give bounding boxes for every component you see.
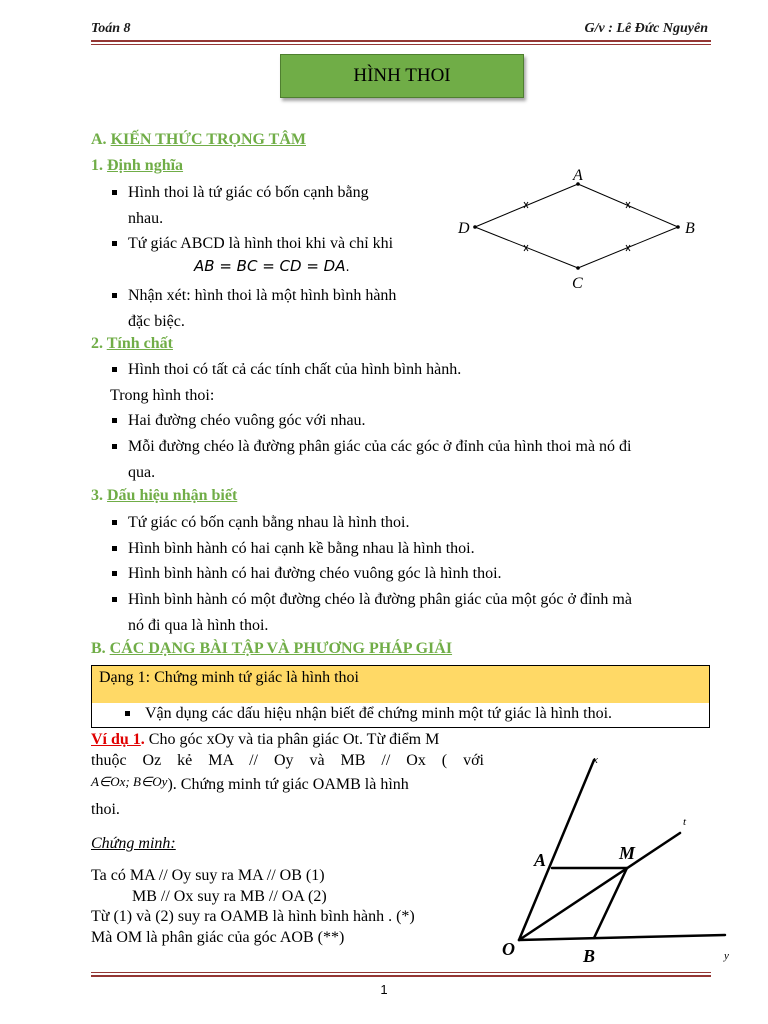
angle-bisector-figure [490, 745, 740, 975]
definition-heading [91, 157, 183, 175]
section-a-heading [91, 131, 306, 149]
rhombus-figure [450, 160, 710, 295]
signs-bullet-3 [128, 561, 502, 587]
definition-bullet-2-text: Tứ giác ABCD là hình thoi khi và chỉ khi [128, 235, 394, 252]
definition-math-expr: AB = BC = CD = DA [194, 257, 346, 275]
properties-label: Tính chất [106, 335, 173, 352]
properties-bullet-3-line-b: qua. [128, 464, 156, 481]
proof-line-2: MB // Ox suy ra MB // OA (2) [132, 888, 327, 905]
dang-1-method-text: Vận dụng các dấu hiệu nhận biết để chứng minh một tứ giác là hình thoi. [145, 705, 613, 722]
tick-marks [524, 202, 630, 251]
signs-bullet-4-line-b: nó đi qua là hình thoi. [128, 617, 269, 634]
bullet-square-icon [112, 444, 117, 449]
dang-1-method-row [91, 703, 710, 728]
signs-bullet-2-text: Hình bình hành có hai cạnh kề bằng nhau là hình thoi. [128, 540, 475, 557]
signs-bullet-1-text: Tứ giác có bốn cạnh bằng nhau là hình thoi. [128, 514, 410, 531]
rhombus-label-a: A [573, 167, 583, 184]
rhombus-label-b: B [685, 220, 695, 237]
section-b-label: CÁC DẠNG BÀI TẬP VÀ PHƯƠNG PHÁP GIẢI [109, 640, 453, 657]
label-y: y [724, 950, 729, 962]
bullet-square-icon [112, 190, 117, 195]
properties-bullet-3 [128, 434, 711, 460]
example-line-2: thuộc Oz kẻ MA // Oy và MB // Ox ( với [91, 752, 484, 769]
label-t: t [683, 816, 687, 828]
signs-bullet-4-line-a: Hình bình hành có một đường chéo là đường phân giác của một góc ở đỉnh mà [128, 591, 632, 608]
rhombus-shape [475, 184, 678, 268]
properties-bullet-3-line-a: Mỗi đường chéo là đường phân giác của các góc ở đỉnh của hình thoi mà nó đi [128, 438, 632, 455]
proof-line-3: Từ (1) và (2) suy ra OAMB là hình bình hành . (*) [91, 908, 415, 925]
definition-bullet-1 [128, 180, 438, 206]
definition-math [194, 257, 350, 275]
label-b: B [583, 946, 596, 966]
section-b-prefix: B. [91, 640, 110, 657]
bullet-square-icon [112, 571, 117, 576]
signs-heading [91, 487, 237, 505]
section-a-label: KIẾN THỨC TRỌNG TÂM [110, 131, 306, 148]
footer-rule [91, 975, 711, 977]
example-line-1-text: Cho góc xOy và tia phân giác Ot. Từ điểm M [144, 731, 440, 748]
header-left: Toán 8 [91, 21, 131, 36]
definition-bullet-2 [128, 231, 448, 257]
signs-bullet-4 [128, 587, 711, 613]
proof-heading: Chứng minh: [91, 835, 176, 852]
bullet-square-icon [112, 546, 117, 551]
signs-num: 3. [91, 487, 107, 504]
definition-math-period: . [345, 260, 350, 275]
bullet-square-icon [112, 367, 117, 372]
definition-bullet-1-line-b: nhau. [128, 210, 164, 227]
signs-bullet-3-text: Hình bình hành có hai đường chéo vuông góc là hình thoi. [128, 565, 502, 582]
rhombus-label-d: D [458, 220, 470, 237]
example-line-4: thoi. [91, 801, 120, 818]
definition-label: Định nghĩa [107, 157, 184, 174]
bullet-square-icon [112, 520, 117, 525]
label-x: x [593, 754, 598, 766]
bullet-square-icon [125, 711, 130, 716]
ray-ox [519, 760, 594, 940]
example-line-3-text: ). Chứng minh tứ giác OAMB là hình [167, 776, 409, 793]
dang-1-box [91, 665, 710, 705]
example-label-dot: . [140, 731, 145, 748]
section-b-heading [91, 640, 452, 658]
proof-line-1: Ta có MA // Oy suy ra MA // OB (1) [91, 867, 325, 884]
definition-bullet-1-line-a: Hình thoi là tứ giác có bốn cạnh bằng [128, 184, 369, 201]
ray-oy [519, 935, 725, 940]
example-label: Ví dụ 1 [91, 731, 141, 748]
header-right: G/v : Lê Đức Nguyên [584, 21, 708, 36]
definition-bullet-3-line-b: đặc biệc. [128, 313, 185, 330]
signs-bullet-1 [128, 510, 409, 536]
properties-bullet-2-text: Hai đường chéo vuông góc với nhau. [128, 412, 366, 429]
section-a-prefix: A. [91, 131, 111, 148]
bullet-square-icon [112, 418, 117, 423]
definition-bullet-3 [128, 283, 438, 309]
example-line-3 [91, 772, 484, 798]
page-title: HÌNH THOI [280, 54, 524, 98]
bullet-square-icon [112, 241, 117, 246]
dang-1-title: Dạng 1: Chứng minh tứ giác là hình thoi [99, 669, 359, 686]
properties-bullet-1 [128, 357, 461, 383]
example-line-3-math: A∈Ox; B∈Oy [91, 774, 168, 789]
rhombus-vertices [473, 182, 680, 270]
vertex-d [473, 225, 477, 229]
properties-num: 2. [91, 335, 107, 352]
proof-line-4: Mà OM là phân giác của góc AOB (**) [91, 929, 345, 946]
signs-label: Dấu hiệu nhận biết [107, 487, 238, 504]
definition-num: 1. [91, 157, 107, 174]
bullet-square-icon [112, 293, 117, 298]
footer-rule-thin [91, 972, 711, 973]
properties-heading [91, 335, 173, 353]
page-number: 1 [380, 982, 388, 997]
label-o: O [502, 939, 515, 959]
vertex-c [576, 266, 580, 270]
vertex-b [676, 225, 680, 229]
definition-bullet-3-line-a: Nhận xét: hình thoi là một hình bình hành [128, 287, 397, 304]
bullet-square-icon [112, 597, 117, 602]
properties-bullet-2 [128, 408, 366, 434]
properties-bullet-1-text: Hình thoi có tất cả các tính chất của hình bình hành. [128, 361, 462, 378]
label-a: A [534, 850, 547, 870]
label-m: M [619, 843, 636, 863]
properties-intro-line: Trong hình thoi: [110, 387, 215, 404]
header-rule [91, 40, 711, 42]
signs-bullet-2 [128, 536, 475, 562]
header-rule-thin [91, 44, 711, 45]
rhombus-label-c: C [572, 275, 583, 292]
